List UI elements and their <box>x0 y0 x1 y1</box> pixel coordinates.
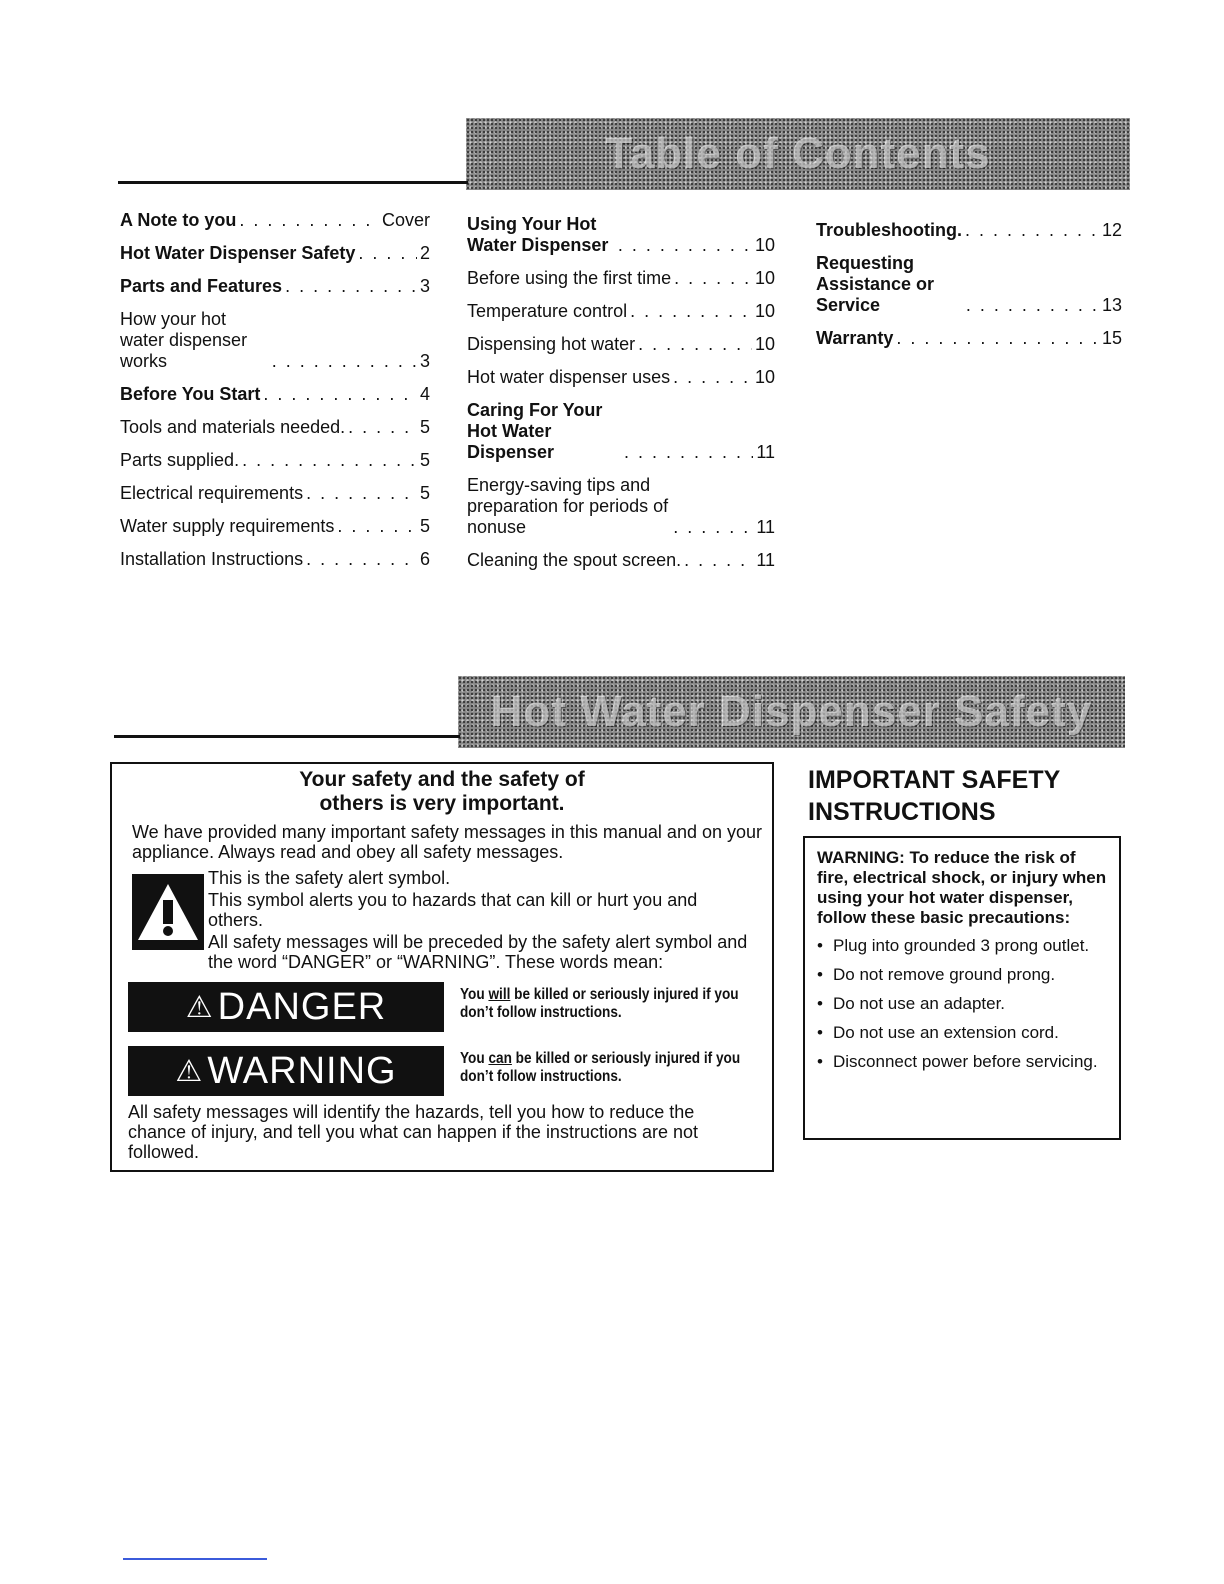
important-heading: IMPORTANT SAFETY INSTRUCTIONS <box>808 766 1061 826</box>
toc-entry-page: 13 <box>1101 295 1122 315</box>
toc-entry-text: How your hot water dispenser works <box>120 309 248 371</box>
important-warning: WARNING: To reduce the risk of fire, electrical shock, or injury when using your hot water dispenser, follow these basic precautions: <box>817 848 1107 927</box>
toc-column-3 <box>816 220 1122 361</box>
warning-triangle-icon: ⚠ <box>175 1054 204 1088</box>
toc-entry-text: Tools and materials needed. <box>120 417 346 437</box>
toc-entry-page: 10 <box>754 301 775 321</box>
toc-entry-page: 11 <box>756 517 775 537</box>
toc-entry[interactable] <box>120 483 430 504</box>
danger-label: ⚠ DANGER <box>128 982 444 1032</box>
toc-entry-page: 6 <box>419 549 430 569</box>
toc-entry[interactable] <box>467 334 775 355</box>
toc-entry-page: 10 <box>754 235 775 255</box>
danger-text: You will be killed or seriously injured if you don’t follow instructions. <box>460 986 739 1021</box>
toc-entry-text: Energy-saving tips and preparation for periods of nonuse <box>467 475 669 537</box>
toc-banner-title: Table of Contents <box>605 129 991 178</box>
toc-entry-page: 11 <box>756 442 775 462</box>
toc-entry-page: Cover <box>381 210 430 230</box>
toc-entry[interactable] <box>467 475 775 538</box>
toc-entry-text: Electrical requirements <box>120 483 304 503</box>
toc-entry-text: Hot water dispenser uses <box>467 367 671 387</box>
bottom-underline <box>123 1558 267 1560</box>
toc-entry-text: Before using the first time <box>467 268 672 288</box>
safety-alert-symbol-icon <box>132 874 204 950</box>
toc-entry-text: Parts and Features <box>120 276 283 296</box>
toc-entry-page: 3 <box>419 351 430 371</box>
toc-entry-page: 15 <box>1101 328 1122 348</box>
safety-symbol-line: All safety messages will be preceded by the safety alert symbol and the word “DANGER” or “WARNING”. These words mean: <box>208 932 748 972</box>
safety-box-title <box>112 768 772 816</box>
toc-entry[interactable] <box>467 400 775 463</box>
precaution-list <box>817 936 1107 1072</box>
toc-entry-text: Cleaning the spout screen. <box>467 550 682 570</box>
toc-entry[interactable] <box>467 301 775 322</box>
toc-entry-page: 10 <box>754 334 775 354</box>
toc-entry-text: Installation Instructions <box>120 549 304 569</box>
toc-entry-text: Temperature control <box>467 301 628 321</box>
toc-entry-text: Requesting Assistance or Service <box>816 253 935 315</box>
toc-entry[interactable] <box>120 516 430 537</box>
safety-banner <box>458 676 1125 748</box>
safety-rule <box>114 735 460 738</box>
safety-symbol-line: This symbol alerts you to hazards that can kill or hurt you and others. <box>208 890 698 930</box>
toc-entry-page: 5 <box>419 483 430 503</box>
toc-entry-text: Hot Water Dispenser Safety <box>120 243 356 263</box>
toc-entry-text: A Note to you <box>120 210 237 230</box>
warning-triangle-icon: ⚠ <box>185 990 214 1024</box>
safety-symbol-line: This is the safety alert symbol. <box>208 868 451 888</box>
warning-text: You can be killed or seriously injured if you don’t follow instructions. <box>460 1050 741 1085</box>
list-item: • Do not use an adapter. <box>817 994 1107 1014</box>
safety-title-line: others is very important. <box>319 792 565 815</box>
toc-entry[interactable] <box>120 549 430 570</box>
toc-entry[interactable] <box>120 450 430 471</box>
toc-entry-page: 12 <box>1101 220 1122 240</box>
toc-entry-text: Troubleshooting. <box>816 220 962 240</box>
toc-entry-page: 5 <box>419 450 430 470</box>
toc-entry[interactable] <box>120 417 430 438</box>
toc-entry-text: Parts supplied. <box>120 450 240 470</box>
toc-entry-page: 10 <box>754 367 775 387</box>
toc-entry[interactable] <box>120 384 430 405</box>
toc-entry[interactable] <box>120 210 430 231</box>
important-box <box>803 836 1121 1140</box>
toc-entry-page: 2 <box>419 243 430 263</box>
toc-entry[interactable] <box>467 367 775 388</box>
toc-entry[interactable] <box>816 253 1122 316</box>
list-item: • Plug into grounded 3 prong outlet. <box>817 936 1107 956</box>
toc-entry-text: Caring For Your Hot Water Dispenser <box>467 400 603 462</box>
list-item: • Do not remove ground prong. <box>817 965 1107 985</box>
safety-title-line: Your safety and the safety of <box>299 768 585 791</box>
toc-entry-page: 11 <box>756 550 775 570</box>
toc-entry[interactable] <box>816 220 1122 241</box>
toc-entry[interactable] <box>120 309 430 372</box>
safety-intro: We have provided many important safety messages in this manual and on your appliance. Always read and obey all safety messages. <box>132 822 762 862</box>
toc-entry-page: 5 <box>419 516 430 536</box>
toc-entry[interactable] <box>467 550 775 571</box>
toc-entry-text: Warranty <box>816 328 894 348</box>
toc-entry[interactable] <box>816 328 1122 349</box>
toc-rule <box>118 181 468 184</box>
toc-entry-page: 3 <box>419 276 430 296</box>
safety-message-box <box>110 762 774 1172</box>
toc-entry[interactable] <box>120 243 430 264</box>
safety-banner-title: Hot Water Dispenser Safety <box>490 687 1093 736</box>
toc-entry-text: Water supply requirements <box>120 516 335 536</box>
toc-entry[interactable] <box>120 276 430 297</box>
toc-entry[interactable] <box>467 268 775 289</box>
toc-entry-text: Using Your Hot Water Dispenser <box>467 214 609 255</box>
toc-banner <box>466 118 1130 190</box>
list-item: • Do not use an extension cord. <box>817 1023 1107 1043</box>
toc-entry-page: 5 <box>419 417 430 437</box>
safety-closing: All safety messages will identify the hazards, tell you how to reduce the chance of injury, and tell you what can happen if the instructions are not followed. <box>128 1102 699 1162</box>
toc-entry-page: 10 <box>754 268 775 288</box>
toc-entry-text: Dispensing hot water <box>467 334 636 354</box>
toc-entry-page: 4 <box>419 384 430 404</box>
toc-entry[interactable] <box>467 214 775 256</box>
list-item: • Disconnect power before servicing. <box>817 1052 1107 1072</box>
toc-entry-text: Before You Start <box>120 384 261 404</box>
warning-label: ⚠ WARNING <box>128 1046 444 1096</box>
toc-column-1 <box>120 210 430 582</box>
toc-column-2 <box>467 214 775 583</box>
